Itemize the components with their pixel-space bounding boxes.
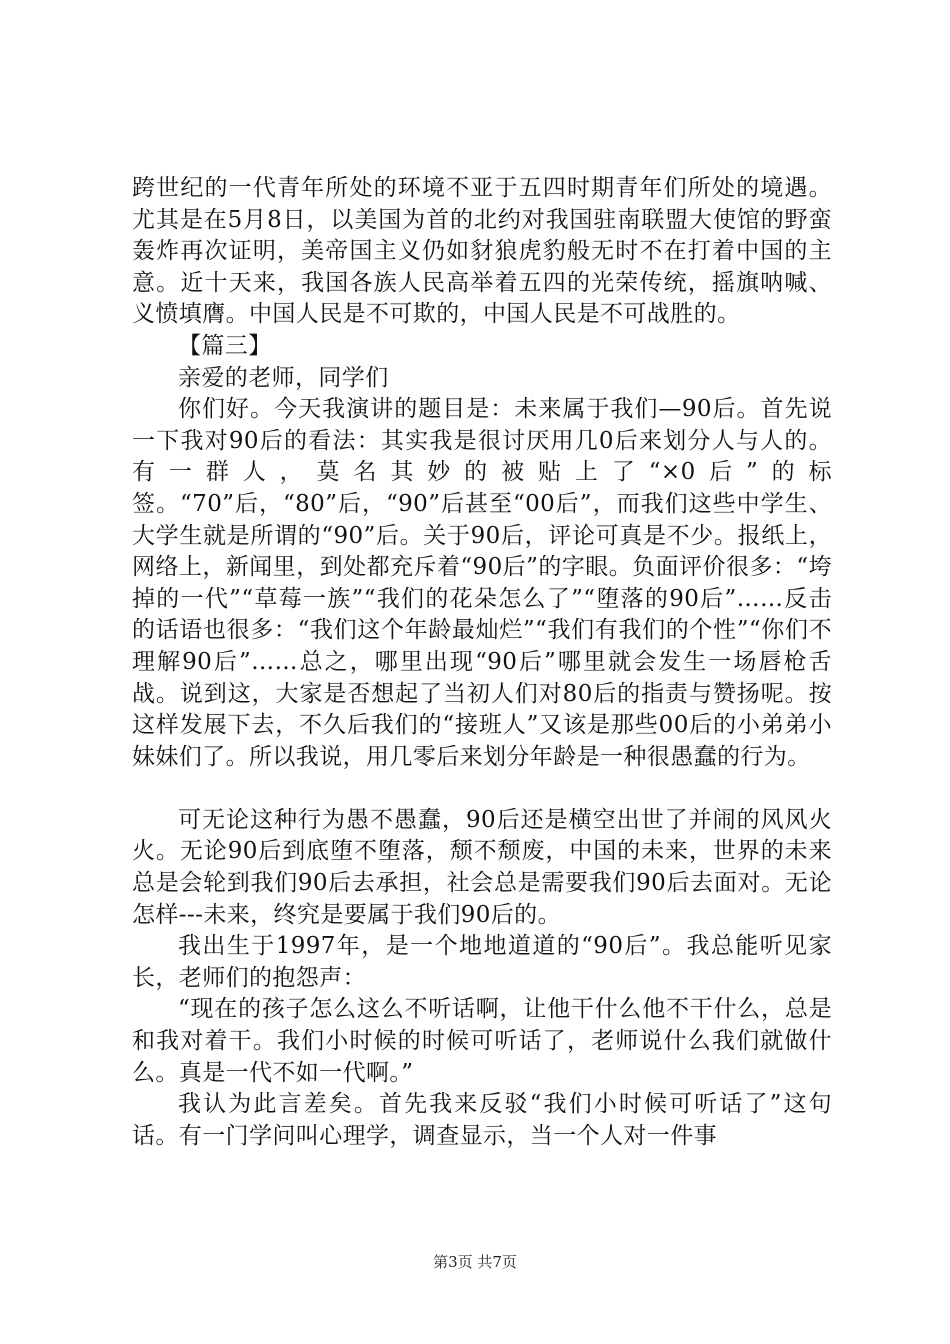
paragraph: 可无论这种行为愚不愚蠢，90后还是横空出世了并闹的风风火火。无论90后到底堕不堕落，颓不颓废，中国的未来，世界的未来总是会轮到我们90后去承担，社会总是需要我们90后去面对。无论怎样---未来，终究是要属于我们90后的。 xyxy=(132,806,832,928)
paragraph: 你们好。今天我演讲的题目是：未来属于我们—90后。首先说一下我对90后的看法：其实我是很讨厌用几0后来划分人与人的。有一群人，莫名其妙的被贴上了“×0后”的标签。“70”后，“80”后，“90”后甚至“00后”，而我们这些中学生、大学生就是所谓的“90”后。关于90后，评论可真是不少。报纸上，网络上，新闻里，到处都充斥着“90后”的字眼。负面评价很多：“垮掉的一代”“草莓一族”“我们的花朵怎么了”“堕落的90后”……反击的话语也很多：“我们这个年龄最灿烂”“我们有我们的个性”“你们不理解90后”……总之，哪里出现“90后”哪里就会发生一场唇枪舌战。说到这，大家是否想起了当初人们对80后的指责与赞扬呢。按这样发展下去，不久后我们的“接班人”又该是那些00后的小弟弟小妹妹们了。所以我说，用几零后来划分年龄是一种很愚蠢的行为。 xyxy=(132,396,832,770)
section-heading: 【篇三】 xyxy=(178,332,272,359)
paragraph-gap xyxy=(132,773,832,805)
salutation: 亲爱的老师，同学们 xyxy=(178,364,389,391)
page-footer: 第3页 共7页 xyxy=(433,1253,517,1271)
body-text xyxy=(132,173,832,1152)
paragraph: 我出生于1997年，是一个地地道道的“90后”。我总能听见家长，老师们的抱怨声： xyxy=(132,933,832,991)
paragraph: 我认为此言差矣。首先我来反驳“我们小时候可听话了”这句话。有一门学问叫心理学，调查显示，当一个人对一件事 xyxy=(132,1091,832,1149)
quote-paragraph: “现在的孩子怎么这么不听话啊，让他干什么他不干什么，总是和我对着干。我们小时候的时候可听话了，老师说什么我们就做什么。真是一代不如一代啊。” xyxy=(132,996,832,1086)
paragraph-continuation: 跨世纪的一代青年所处的环境不亚于五四时期青年们所处的境遇。尤其是在5月8日，以美国为首的北约对我国驻南联盟大使馆的野蛮轰炸再次证明，美帝国主义仍如豺狼虎豹般无时不在打着中国的主意。近十天来，我国各族人民高举着五四的光荣传统，摇旗呐喊、义愤填膺。中国人民是不可欺的，中国人民是不可战胜的。 xyxy=(132,175,832,328)
